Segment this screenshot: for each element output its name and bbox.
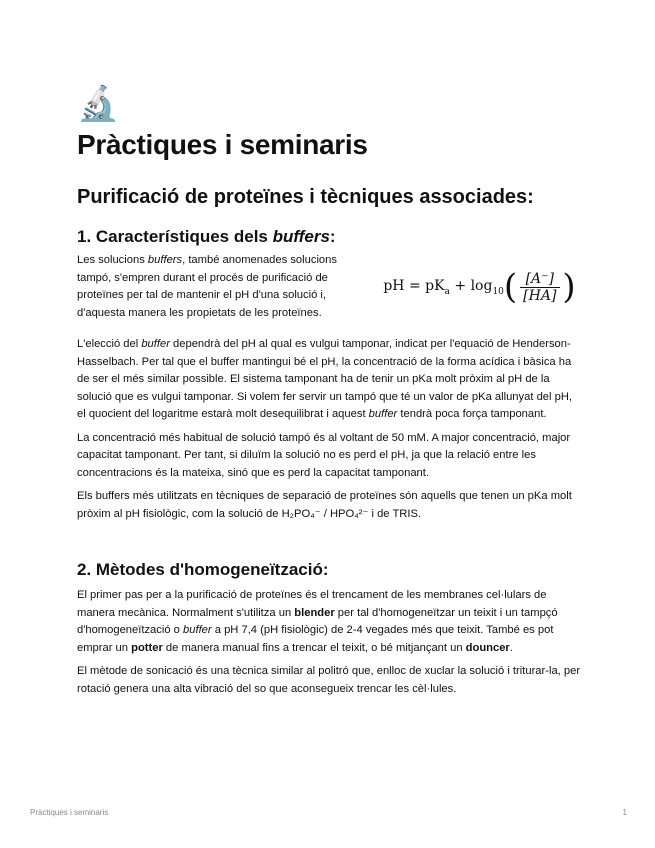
- text-run: de manera manual fins a trencar el teixit, o bé mitjançant un: [162, 641, 466, 654]
- italic-term: buffer: [368, 408, 398, 420]
- section-2-paragraph-1: [77, 587, 582, 657]
- text-run: a pH 7,4 (pH fisiològic) de 2-4 vegades més que teixit. També es pot emprar un: [77, 624, 554, 654]
- intro-paragraph: [77, 252, 367, 322]
- section-1-paragraph-1: [77, 336, 582, 424]
- section-1-paragraph-3: [77, 488, 582, 523]
- footer-title: Pràctiques i seminaris: [30, 808, 109, 817]
- formula-fraction: [519, 271, 560, 304]
- section-1-heading: [77, 226, 582, 248]
- text-run: La concentració més habitual de solució tampó és al voltant de 50 mM. A major concentració, major capacitat tamponant. Per tant, si diluïm la solució no es perd el pH, ja que la relació entre les concentracions és la mateixa, sinó que es perd la capacitat tamponant.: [77, 431, 571, 479]
- text-run: , també anomenades solucions tampó, s'empren durant el procés de purificació de proteïnes per tal de mantenir el pH d'una solució i, d'aquesta manera les propietats de les proteïnes.: [77, 254, 337, 319]
- italic-term: buffers: [147, 254, 183, 266]
- page-subtitle: Purificació de proteïnes i tècniques associades:: [77, 186, 534, 208]
- text-run: Les solucions: [77, 254, 148, 266]
- text-run: .: [509, 641, 513, 654]
- text-run: L'elecció del: [77, 338, 142, 350]
- section-2-heading: 2. Mètodes d'homogeneïtzació:: [77, 560, 329, 579]
- page-title: Pràctiques i seminaris: [77, 129, 368, 160]
- text-run: El mètode de sonicació és una tècnica similar al politró que, enlloc de xuclar la solució i triturar-la, per rotació genera una alta vibració del so que aconsegueix trencar les cèl·lules.: [77, 665, 581, 695]
- text-run: per tal d'homogeneïtzar un teixit i un tampçó d'homogeneïtzació o: [77, 606, 558, 636]
- bold-term: douncer: [465, 641, 510, 654]
- left-paren: (: [503, 267, 518, 307]
- italic-term: buffer: [141, 338, 170, 350]
- formula-denominator: [HA]: [523, 287, 557, 304]
- section-1-heading-prefix: 1. Característiques dels: [77, 227, 273, 246]
- formula-numerator: [A⁻]: [520, 271, 560, 288]
- section-1-heading-suffix: :: [329, 227, 336, 246]
- document-page: [77, 84, 582, 698]
- italic-term: buffer: [183, 624, 212, 636]
- henderson-hasselbalch-formula: [367, 267, 582, 307]
- text-run: tendrà poca força tamponant.: [397, 408, 547, 420]
- section-1-paragraph-2: [77, 430, 582, 483]
- section-1-intro: [77, 252, 582, 322]
- bold-term: blender: [294, 606, 335, 619]
- text-run: El primer pas per a la purificació de proteïnes és el trencament de les membranes cel·lulars de manera mecànica. Normalment s'utilitza un: [77, 589, 547, 619]
- text-run: dependrà del pH al qual es vulgui tamponar, indicat per l'equació de Henderson-Hasselbach. Per tal que el buffer mantingui bé el pH, la concentració de la forma acídica i bàsica ha de ser el més similar possible. El sistema tamponant ha de tenir un pKa molt pròxim al pH de la solució que es vulgui tamponar. Si volem fer servir un tampó que té un valor de pKa allunyat del pH, el quocient del logaritme estarà molt desequilibrat i aquest: [77, 338, 573, 420]
- right-paren: ): [562, 267, 576, 307]
- bold-term: potter: [131, 641, 163, 654]
- section-2-paragraph-2: [77, 663, 582, 698]
- text-run: Els buffers més utilitzats en tècniques de separació de proteïnes són aquells que tenen un pKa molt pròxim al pH fisiològic, com la solució de H₂PO₄⁻ / HPO₄²⁻ i de TRIS.: [77, 490, 572, 520]
- formula-lhs: pH = $pK_a + \log_{10}$: [383, 277, 504, 297]
- page-number: 1: [622, 808, 627, 817]
- section-1-heading-italic: buffers: [272, 227, 330, 246]
- microscope-icon: 🔬: [77, 85, 120, 123]
